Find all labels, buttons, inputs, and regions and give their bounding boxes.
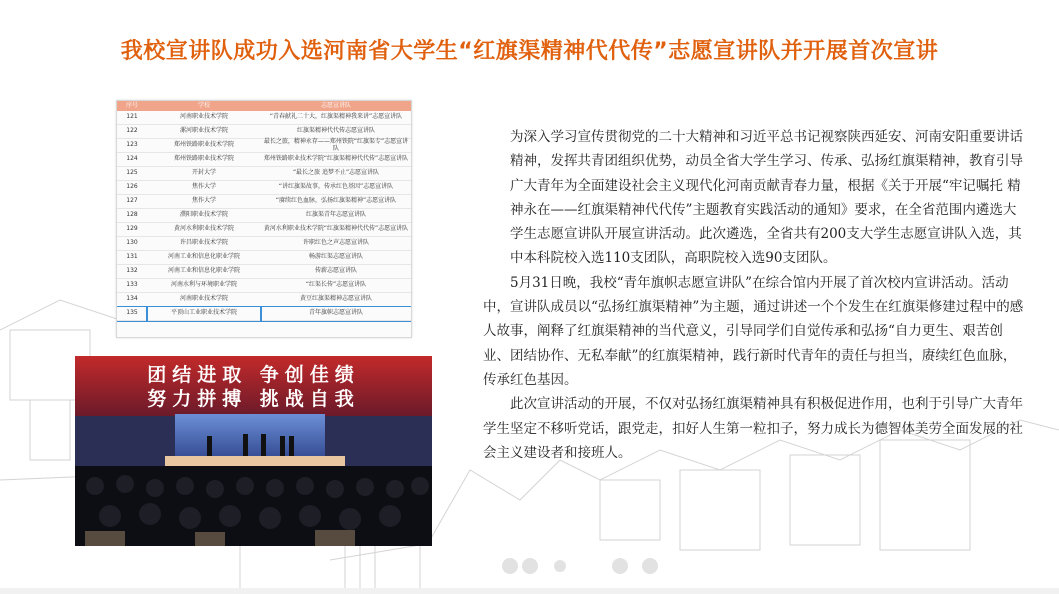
cell-no: 125 [117, 167, 147, 181]
table-row [117, 167, 411, 181]
page-title: 我校宣讲队成功入选河南省大学生“红旗渠精神代代传”志愿宣讲队并开展首次宣讲 [120, 39, 939, 64]
table-row [117, 153, 411, 167]
article-body [483, 125, 1025, 465]
roster-table-image [116, 100, 412, 338]
table-row [117, 293, 411, 307]
table-header-row [117, 101, 411, 111]
table-row [117, 139, 411, 153]
cell-school: 濮阳职业技术学院 [147, 209, 261, 223]
table-row [117, 195, 411, 209]
table-row [117, 265, 411, 279]
table-row [117, 237, 411, 251]
cell-school: 许昌职业技术学院 [147, 237, 261, 251]
cell-school: 漯河职业技术学院 [147, 125, 261, 139]
cell-no: 129 [117, 223, 147, 237]
cell-no: 133 [117, 279, 147, 293]
cell-school: 黄河水利职业技术学院 [147, 223, 261, 237]
cell-school: 河南工业和信息化职业学院 [147, 265, 261, 279]
cell-school: 开封大学 [147, 167, 261, 181]
cell-school: 河南工业和信息化职业学院 [147, 251, 261, 265]
cell-team: 传薪志愿宣讲队 [261, 265, 411, 279]
column-header-school: 学校 [147, 101, 261, 111]
paragraph-2: 5月31日晚，我校“青年旗帜志愿宣讲队”在综合馆内开展了首次校内宣讲活动。活动中，宣讲队成员以“弘扬红旗渠精神”为主题，通过讲述一个个发生在红旗渠修建过程中的感人故事，阐释了红旗渠精神的当代意义，引导同学们自觉传承和弘扬“自力更生、艰苦创业、团结协作、无私奉献”的红旗渠精神，践行新时代青年的责任与担当，赓续红色血脉，传承红色基因。 [483, 274, 1024, 388]
table-row [117, 251, 411, 265]
cell-no: 121 [117, 111, 147, 125]
cell-no: 127 [117, 195, 147, 209]
cell-team: 最长之旅，精神永存——郑州铁院“红旗渠专”志愿宣讲队 [261, 139, 411, 153]
table-row [117, 279, 411, 293]
cell-no: 128 [117, 209, 147, 223]
cell-school: 郑州铁路职业技术学院 [147, 153, 261, 167]
cell-team: 黄河水利职业技术学院“红旗渠精神代代传”志愿宣讲队 [261, 223, 411, 237]
cell-team: “最长之旅 追梦不止”志愿宣讲队 [261, 167, 411, 181]
cell-team: “红渠长传”志愿宣讲队 [261, 279, 411, 293]
banner-line-1: 团结进取 争创佳绩 [147, 364, 360, 386]
table-row [117, 125, 411, 139]
cell-no: 122 [117, 125, 147, 139]
cell-team: 青年旗帜志愿宣讲队 [261, 307, 411, 321]
cell-school: 焦作大学 [147, 181, 261, 195]
table-row-highlighted [117, 307, 411, 321]
cell-no: 123 [117, 139, 147, 153]
banner-line-2: 努力拼搏 挑战自我 [147, 388, 360, 410]
cell-school: 河南水利与环境职业学院 [147, 279, 261, 293]
table-row [117, 209, 411, 223]
cell-school: 河南职业技术学院 [147, 111, 261, 125]
cell-no: 132 [117, 265, 147, 279]
event-photo [75, 356, 432, 546]
cell-school: 河南职业技术学院 [147, 293, 261, 307]
column-header-team: 志愿宣讲队 [261, 101, 411, 111]
cell-team: 红旗渠青年志愿宣讲队 [261, 209, 411, 223]
cell-team: 郑州铁路职业技术学院“红旗渠精神代代传”志愿宣讲队 [261, 153, 411, 167]
cell-school: 郑州铁路职业技术学院 [147, 139, 261, 153]
cell-school: 平顶山工业职业技术学院 [147, 307, 261, 321]
cell-no: 124 [117, 153, 147, 167]
cell-team: 红旗渠精神代代传志愿宣讲队 [261, 125, 411, 139]
table-row [117, 111, 411, 125]
column-header-no: 序号 [117, 101, 147, 111]
table-row [117, 181, 411, 195]
cell-no: 126 [117, 181, 147, 195]
cell-team: 畅游红渠志愿宣讲队 [261, 251, 411, 265]
roster-table [117, 101, 411, 321]
cell-no: 135 [117, 307, 147, 321]
cell-school: 焦作大学 [147, 195, 261, 209]
paragraph-1: 为深入学习宣传贯彻党的二十大精神和习近平总书记视察陕西延安、河南安阳重要讲话精神，发挥共青团组织优势，动员全省大学生学习、传承、弘扬红旗渠精神，教育引导广大青年为全面建设社会主义现代化河南贡献青春力量，根据《关于开展“牢记嘱托 精神永在——红旗渠精神代代传”主题教育实践活动的通知》要求，在全省范围内遴选大学生志愿宣讲队开展宣讲活动。此次遴选，全省共有200支大学生志愿宣讲队入选，其中本科院校入选110支团队，高职院校入选90支团队。 [510, 129, 1023, 267]
cell-team: “讲红旗渠故事，传承红色基因”志愿宣讲队 [261, 181, 411, 195]
cell-no: 131 [117, 251, 147, 265]
cell-team: “赓续红色血脉，弘扬红旗渠精神”志愿宣讲队 [261, 195, 411, 209]
cell-team: “青春献礼二十大，红旗渠精神我来讲”志愿宣讲队 [261, 111, 411, 125]
cell-no: 130 [117, 237, 147, 251]
cell-team: 许职红色之声志愿宣讲队 [261, 237, 411, 251]
cell-team: 黄豆红旗渠精神志愿宣讲队 [261, 293, 411, 307]
table-row [117, 223, 411, 237]
paragraph-3: 此次宣讲活动的开展，不仅对弘扬红旗渠精神具有积极促进作用，也利于引导广大青年学生坚定不移听党话，跟党走，扣好人生第一粒扣子，努力成长为德智体美劳全面发展的社会主义建设者和接班人。 [483, 396, 1023, 461]
cell-no: 134 [117, 293, 147, 307]
